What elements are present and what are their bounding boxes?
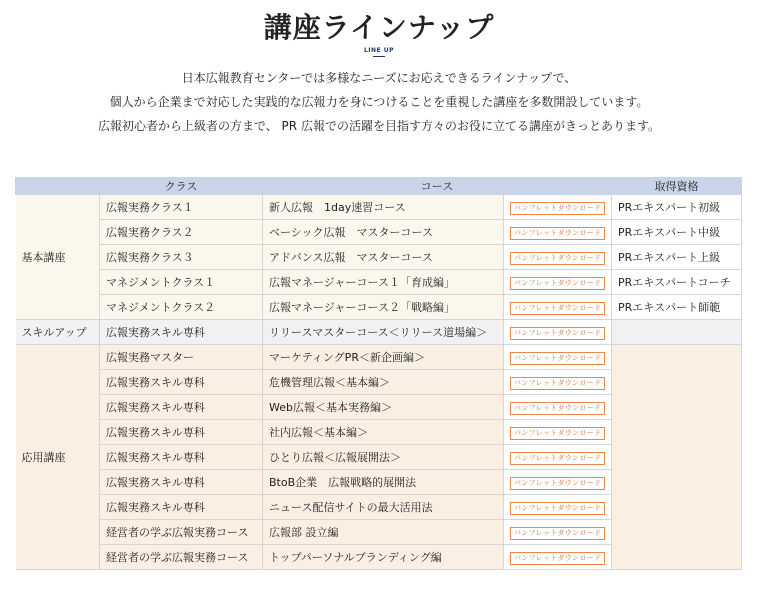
table-row (16, 345, 742, 370)
pamphlet-download-button[interactable]: パンフレットダウンロード (510, 327, 605, 340)
pamphlet-download-button[interactable]: パンフレットダウンロード (510, 352, 605, 365)
course-cell: 社内広報＜基本編＞ (263, 420, 504, 445)
pamphlet-download-button[interactable]: パンフレットダウンロード (510, 202, 605, 215)
course-cell: マーケティングPR＜新企画編＞ (263, 345, 504, 370)
class-cell: 広報実務スキル専科 (100, 320, 263, 345)
course-cell: 新人広報 1day速習コース (263, 195, 504, 220)
course-cell: リリースマスターコース＜リリース道場編＞ (263, 320, 504, 345)
course-cell: アドバンス広報 マスターコース (263, 245, 504, 270)
qualification-cell: PRエキスパート中級 (612, 220, 742, 245)
table-row (16, 195, 742, 220)
category-skill: スキルアップ (16, 320, 100, 345)
class-cell: 広報実務スキル専科 (100, 495, 263, 520)
class-cell: 経営者の学ぶ広報実務コース (100, 545, 263, 570)
pamphlet-download-button[interactable]: パンフレットダウンロード (510, 377, 605, 390)
pamphlet-cell (504, 345, 612, 370)
course-cell: 危機管理広報＜基本編＞ (263, 370, 504, 395)
qualification-cell: PRエキスパート初級 (612, 195, 742, 220)
intro-line: 個人から企業まで対応した実践的な広報力を身につけることを重視した講座を多数開設しています。 (109, 95, 649, 109)
pamphlet-download-button[interactable]: パンフレットダウンロード (510, 477, 605, 490)
pamphlet-download-button[interactable]: パンフレットダウンロード (510, 402, 605, 415)
category-basic: 基本講座 (16, 195, 100, 320)
page-subtitle: LINE UP (363, 47, 395, 54)
qualification-cell: PRエキスパート師範 (612, 295, 742, 320)
qualification-cell (612, 320, 742, 345)
subtitle-underline (373, 56, 385, 57)
intro-line: 広報初心者から上級者の方まで、 PR 広報での活躍を目指す方々のお役に立てる講座がきっとあります。 (97, 119, 660, 133)
table-row (16, 270, 742, 295)
course-cell: 広報部 設立編 (263, 520, 504, 545)
pamphlet-cell (504, 245, 612, 270)
table-header-row (16, 178, 742, 195)
course-cell: 広報マネージャーコース２「戦略編」 (263, 295, 504, 320)
pamphlet-download-button[interactable]: パンフレットダウンロード (510, 527, 605, 540)
qualification-cell: PRエキスパートコーチ (612, 270, 742, 295)
table-row (16, 245, 742, 270)
pamphlet-download-button[interactable]: パンフレットダウンロード (510, 452, 605, 465)
class-cell: 経営者の学ぶ広報実務コース (100, 520, 263, 545)
class-cell: マネジメントクラス１ (100, 270, 263, 295)
course-cell: Web広報＜基本実務編＞ (263, 395, 504, 420)
pamphlet-download-button[interactable]: パンフレットダウンロード (510, 302, 605, 315)
pamphlet-cell (504, 420, 612, 445)
course-cell: 広報マネージャーコース１「育成編」 (263, 270, 504, 295)
class-cell: 広報実務スキル専科 (100, 395, 263, 420)
class-cell: 広報実務スキル専科 (100, 370, 263, 395)
course-lineup-table (15, 177, 742, 570)
class-cell: 広報実務クラス２ (100, 220, 263, 245)
table-row (16, 295, 742, 320)
qualification-cell (612, 345, 742, 570)
header-class: クラス (100, 178, 263, 195)
class-cell: 広報実務クラス１ (100, 195, 263, 220)
course-cell: ニュース配信サイトの最大活用法 (263, 495, 504, 520)
pamphlet-download-button[interactable]: パンフレットダウンロード (510, 502, 605, 515)
header-qualification: 取得資格 (612, 178, 742, 195)
course-cell: ベーシック広報 マスターコース (263, 220, 504, 245)
pamphlet-cell (504, 445, 612, 470)
qualification-cell: PRエキスパート上級 (612, 245, 742, 270)
header-category (16, 178, 100, 195)
header-course: コース (263, 178, 612, 195)
pamphlet-download-button[interactable]: パンフレットダウンロード (510, 252, 605, 265)
course-cell: BtoB企業 広報戦略的展開法 (263, 470, 504, 495)
pamphlet-download-button[interactable]: パンフレットダウンロード (510, 552, 605, 565)
pamphlet-cell (504, 470, 612, 495)
intro-line: 日本広報教育センターでは多様なニーズにお応えできるラインナップで、 (181, 71, 577, 85)
pamphlet-download-button[interactable]: パンフレットダウンロード (510, 227, 605, 240)
pamphlet-cell (504, 495, 612, 520)
class-cell: 広報実務スキル専科 (100, 445, 263, 470)
pamphlet-download-button[interactable]: パンフレットダウンロード (510, 277, 605, 290)
pamphlet-cell (504, 320, 612, 345)
category-applied: 応用講座 (16, 345, 100, 570)
pamphlet-cell (504, 195, 612, 220)
page-title: 講座ラインナップ (263, 11, 495, 44)
intro-text (0, 66, 758, 138)
class-cell: 広報実務スキル専科 (100, 470, 263, 495)
pamphlet-cell (504, 295, 612, 320)
class-cell: 広報実務クラス３ (100, 245, 263, 270)
pamphlet-cell (504, 520, 612, 545)
class-cell: マネジメントクラス２ (100, 295, 263, 320)
class-cell: 広報実務マスター (100, 345, 263, 370)
pamphlet-cell (504, 270, 612, 295)
class-cell: 広報実務スキル専科 (100, 420, 263, 445)
pamphlet-cell (504, 370, 612, 395)
table-row (16, 220, 742, 245)
pamphlet-cell (504, 220, 612, 245)
table-row (16, 320, 742, 345)
course-cell: トップパーソナルブランディング編 (263, 545, 504, 570)
pamphlet-download-button[interactable]: パンフレットダウンロード (510, 427, 605, 440)
course-cell: ひとり広報＜広報展開法＞ (263, 445, 504, 470)
pamphlet-cell (504, 395, 612, 420)
pamphlet-cell (504, 545, 612, 570)
